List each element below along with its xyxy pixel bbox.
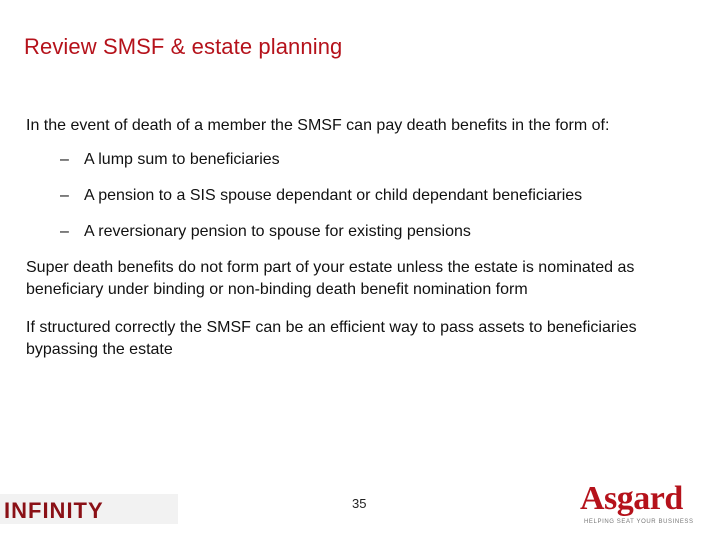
bullet-dash: – (60, 187, 69, 204)
slide-content (26, 115, 686, 361)
bullet-text: A reversionary pension to spouse for existing pensions (84, 223, 471, 240)
bullet-item (26, 185, 686, 207)
infinity-logo (0, 494, 178, 524)
bullet-item (26, 221, 686, 243)
intro-paragraph: In the event of death of a member the SMSF can pay death benefits in the form of: (26, 117, 610, 134)
asgard-tagline: HELPING SEAT YOUR BUSINESS (584, 519, 694, 525)
page-number: 35 (352, 496, 367, 511)
slide-title: Review SMSF & estate planning (24, 34, 343, 59)
bullet-dash: – (60, 223, 69, 240)
infinity-logo-text: INFINITY (4, 498, 104, 523)
bullet-text: A lump sum to beneficiaries (84, 151, 280, 168)
bullet-dash: – (60, 151, 69, 168)
efficiency-paragraph: If structured correctly the SMSF can be an efficient way to pass assets to beneficiaries bypassing the estate (26, 319, 637, 358)
bullet-item (26, 149, 686, 171)
asgard-logo-text: Asgard (580, 480, 683, 517)
estate-paragraph: Super death benefits do not form part of your estate unless the estate is nominated as beneficiary under binding or non-binding death benefit nomination form (26, 259, 635, 298)
bullet-list (26, 149, 686, 243)
asgard-logo (580, 480, 700, 530)
bullet-text: A pension to a SIS spouse dependant or child dependant beneficiaries (84, 187, 583, 204)
